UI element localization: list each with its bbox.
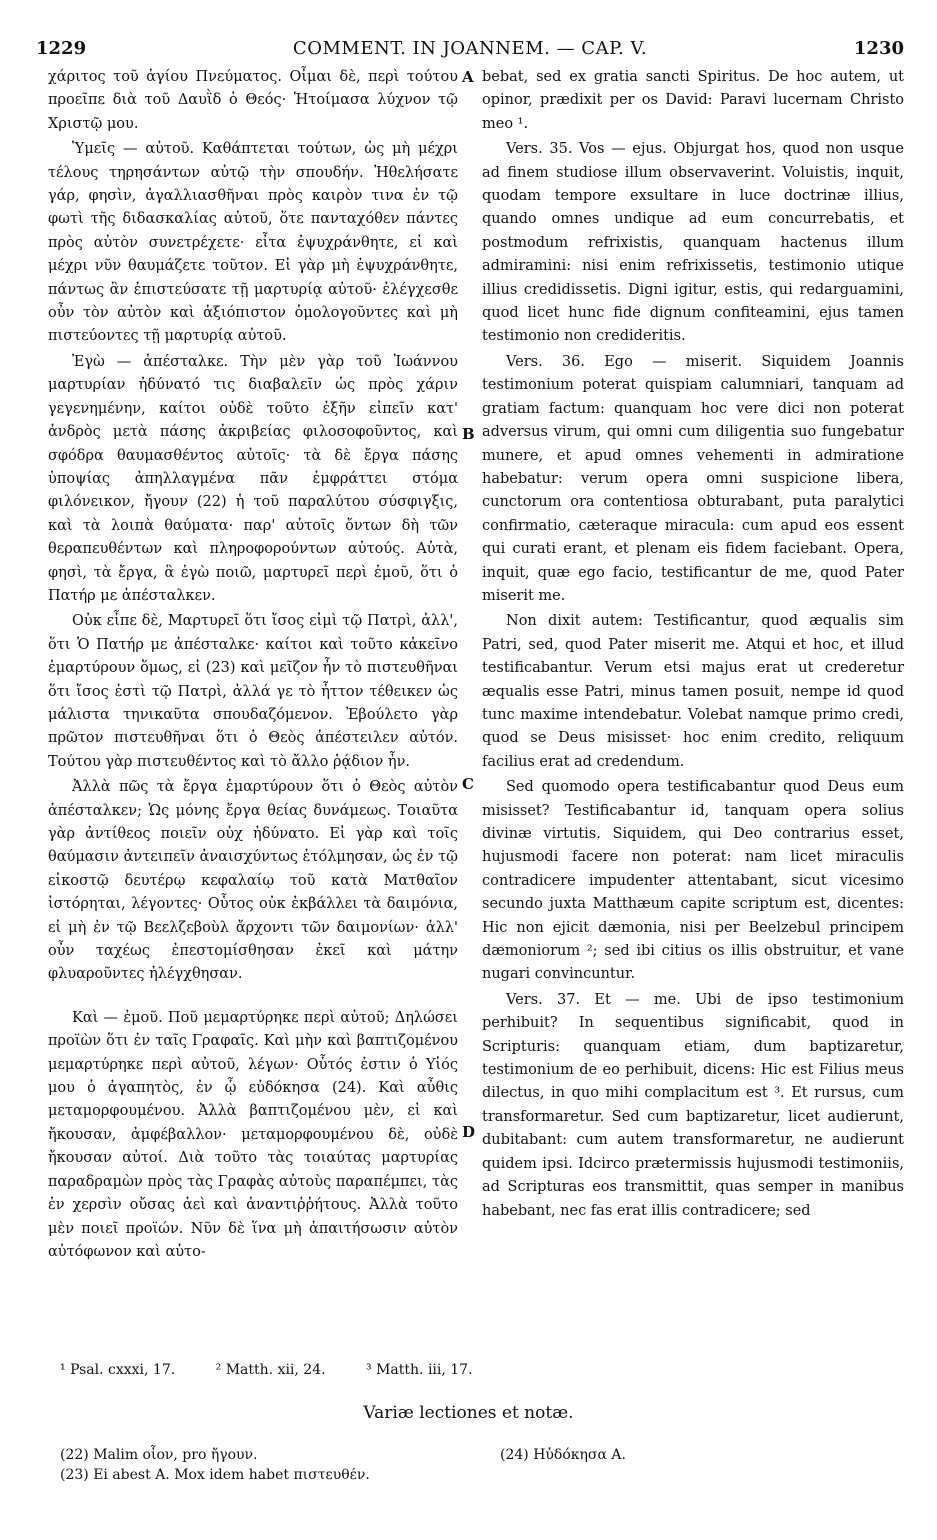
latin-paragraph: Vers. 36. Ego — miserit. Siquidem Joannis testimonium poterat quispiam calumniari, tanquam ad gratiam factum: quanquam hoc vere dici non poterat adversus virum, qui omni cum diligentia suo fungebatur munere, et apud omnes vehementi in admiratione habebatur: verum opera omni suspicione libera, cunctorum ora contentiosa obturabant, puta paralytici confirmatio, cæteraque miracula: cum apud eos essent qui curati erant, et plenam eis fidem faciebant. Opera, inquit, quæ ego facio, testificantur de me, quod Pater miserit me. <box>482 353 904 604</box>
margin-marker-b: B <box>462 425 475 443</box>
greek-paragraph: Οὐκ εἶπε δὲ, Μαρτυρεῖ ὅτι ἴσος εἰμὶ τῷ Πατρὶ, ἀλλ', ὅτι Ὁ Πατήρ με ἀπέσταλκε· καίτοι καὶ τοῦτο κἀκεῖνο ἐμαρτύρουν ὅμως, εἰ (23) καὶ μεῖζον ἦν τὸ πιστευθῆναι ὅτι ἴσος ἐστὶ τῷ Πατρὶ, ἀλλά γε τὸ ἧττον τέθεικεν ὡς μάλιστα τηνικαῦτα σπουδαζόμενον. Ἐβούλετο γὰρ πρῶτον πιστευθῆναι ὅτι ὁ Θεὸς ἀπέστειλεν αὐτόν. Τούτου γὰρ πιστευθέντος καὶ τὸ ἄλλο ῥᾴδιον ἦν. <box>48 613 458 770</box>
variae-heading: Variæ lectiones et notæ. <box>363 1403 574 1423</box>
footnote: ² Matth. xii, 24. <box>215 1362 326 1378</box>
latin-paragraph: Vers. 37. Et — me. Ubi de ipso testimonium perhibuit? In sequentibus significabit, quod in Scripturis: quanquam etiam, dum baptizaretur, testimonium de eo perhibuit, dicens: Hic est Filius meus dilectus, in quo mihi complacitum est ³. Et rursus, cum transformaretur. Sed cum baptizaretur, licet audierunt, dubitabant: cum autem transformaretur, ne audierunt quidem ipsi. Idcirco prætermissis hujusmodi testimoniis, ad Scripturas eos transmittit, quas semper in manibus habebant, nec fas erat illis contradicere; sed <box>482 991 904 1219</box>
latin-column <box>482 66 904 1223</box>
footnote: ¹ Psal. cxxxi, 17. <box>60 1362 176 1378</box>
margin-marker-a: A <box>462 68 474 86</box>
margin-marker-c: C <box>462 775 474 793</box>
variant-readings <box>60 1445 900 1485</box>
greek-paragraph: Ἀλλὰ πῶς τὰ ἔργα ἐμαρτύρουν ὅτι ὁ Θεὸς αὐτὸν ἀπέσταλκεν; Ὡς μόνης ἔργα θείας δυνάμεως. Τοιαῦτα γὰρ ἀντίθεος ποιεῖν οὐχ ἠδύνατο. Εἰ γὰρ καὶ τοῖς θαύμασιν ἀντειπεῖν ἀναισχύντως ἐτόλμησαν, ὡς ἐν τῷ εἰκοστῷ δευτέρῳ κεφαλαίῳ τοῦ κατὰ Ματθαῖον ἱστόρηται, λέγοντες· Οὗτος οὐκ ἐκβάλλει τὰ δαιμόνια, εἰ μὴ ἐν τῷ Βεελζεβοὺλ ἄρχοντι τῶν δαιμονίων· ἀλλ' οὖν ταχέως ἐπεστομίσθησαν ἐκεῖ καὶ μάτην φλυαροῦντες ἠλέγχθησαν. <box>48 779 458 983</box>
page-number-right: 1230 <box>853 38 904 59</box>
running-title: COMMENT. IN JOANNEM. — CAP. V. <box>292 38 648 59</box>
variant-note-24: (24) Ηὐδόκησα A. <box>500 1447 626 1463</box>
latin-paragraph: Sed quomodo opera testificabantur quod Deus eum misisset? Testificabantur id, tanquam opera solius divinæ virtutis. Siquidem, qui Deo contrarius esset, hujusmodi facere non poterat: nam licet miraculis contradicere impudenter attentabant, sicut vicesimo secundo juxta Matthæum capite scriptum est, dicentes: Hic non ejicit dæmonia, nisi per Beelzebul principem dæmoniorum ²; sed ibi citius os illis obstruitur, et vane nugari convincuntur. <box>482 779 904 983</box>
greek-paragraph: Καὶ — ἐμοῦ. Ποῦ μεμαρτύρηκε περὶ αὐτοῦ; Δηλώσει προϊὼν ὅτι ἐν ταῖς Γραφαῖς. Καὶ μὴν καὶ βαπτιζομένου μεμαρτύρηκε περὶ αὐτοῦ, λέγων· Οὗτός ἐστιν ὁ Υἱός μου ὁ ἀγαπητὸς, ἐν ᾧ εὐδόκησα (24). Καὶ αὖθις μεταμορφουμένου. Ἀλλὰ βαπτιζομένου μὲν, εἰ καὶ ἤκουσαν, ἀμφέβαλλον· μεταμορφουμένου δὲ, οὐδὲ ἤκουσαν αὐτοί. Διὰ τοῦτο τὰς τοιαύτας μαρτυρίας παραδραμὼν πρὸς τὰς Γραφὰς αὐτοὺς παραπέμπει, τὰς ἐν χερσὶν οὔσας ἀεὶ καὶ ἀναντιῤῥήτους. Ἀλλὰ τοῦτο μὲν ποιεῖ προϊών. Νῦν δὲ ἵνα μὴ ἀπαιτήσωσιν αὐτὸν αὐτόφωνον καὶ αὐτο- <box>48 1009 458 1260</box>
latin-paragraph: bebat, sed ex gratia sancti Spiritus. De hoc autem, ut opinor, prædixit per os David: Paravi lucernam Christo meo ¹. <box>482 69 904 132</box>
page-number-left: 1229 <box>36 38 87 59</box>
variant-note-22: (22) Malim οἷον, pro ἤγουν. <box>60 1447 258 1463</box>
greek-paragraph: Ἐγὼ — ἀπέσταλκε. Τὴν μὲν γὰρ τοῦ Ἰωάννου μαρτυρίαν ἠδύνατό τις διαβαλεῖν ὡς πρὸς χάριν γεγενημένην, καίτοι οὐδὲ τοῦτο ἐξῆν εἰπεῖν κατ' ἀνδρὸς μετὰ πάσης ἀκριβείας φιλοσοφοῦντος, καὶ σφόδρα θαυμασθέντος αὐτοῖς· τὰ δὲ ἔργα πάσης ὑποψίας ἀπηλλαγμένα πᾶν ἐμφράττει στόμα φιλόνεικον, ἤγουν (22) ἡ τοῦ παραλύτου σύσφιγξις, καὶ τὰ λοιπὰ θαύματα· παρ' αὐτοῖς ὄντων δὴ τῶν θεραπευθέντων καὶ πληροφορούντων αὐτούς. Αὐτὰ, φησὶ, τὰ ἔργα, ἃ ἐγὼ ποιῶ, μαρτυρεῖ περὶ ἐμοῦ, ὅτι ὁ Πατήρ με ἀπέσταλκεν. <box>48 353 458 604</box>
greek-column <box>48 66 458 1264</box>
footnote: ³ Matth. iii, 17. <box>366 1362 473 1378</box>
greek-paragraph: Ὑμεῖς — αὐτοῦ. Καθάπτεται τούτων, ὡς μὴ μέχρι τέλους τηρησάντων αὐτῷ τὴν σπουδήν. Ἠθελήσατε γάρ, φησὶν, ἀγαλλιασθῆναι πρὸς καιρὸν τινα ἐν τῷ φωτὶ τῆς διδασκαλίας αὐτοῦ, ὅτε πανταχόθεν πάντες πρὸς αὐτὸν συνετρέχετε· εἶτα ἐψυχράνθητε, εἰ καὶ μέχρι νῦν θαυμάζετε τοῦτον. Εἰ γὰρ μὴ ἐψυχράνθητε, πάντως ἂν ἐπιστεύσατε τῇ μαρτυρίᾳ αὐτοῦ· ἐλέγχεσθε οὖν τὸν αὐτὸν καὶ ἀξιόπιστον ὁμολογοῦντες καὶ μὴ πιστεύοντες τῇ μαρτυρίᾳ αὐτοῦ. <box>48 141 458 345</box>
greek-paragraph: χάριτος τοῦ ἁγίου Πνεύματος. Οἶμαι δὲ, περὶ τούτου προεῖπε διὰ τοῦ Δαυῒδ ὁ Θεός· Ἡτοίμασα λύχνον τῷ Χριστῷ μου. <box>48 69 458 132</box>
latin-paragraph: Vers. 35. Vos — ejus. Objurgat hos, quod non usque ad finem studiose illum observaverint. Voluistis, inquit, quodam tempore exsultare in luce doctrinæ illius, quando omnes undique ad eum concurrebatis, et postmodum refrixistis, quanquam hactenus illum admiramini: nisi enim refrixissetis, testimonio utique illius credidissetis. Digni igitur, estis, qui redarguamini, quod licet hunc fide dignum confiteamini, ejus tamen testimonio non credideritis. <box>482 141 904 345</box>
latin-paragraph: Non dixit autem: Testificantur, quod æqualis sim Patri, sed, quod Pater miserit me. Atqui et hoc, et illud testificabantur. Verum etsi majus erat ut crederetur æqualis esse Patri, minus tamen posuit, nempe id quod tunc maxime intendebatur. Volebat namque primo credi, quod se Deus misisset· hoc enim credito, reliquum facilius erat ad credendum. <box>482 613 904 770</box>
running-header <box>36 38 904 68</box>
margin-marker-d: D <box>462 1123 476 1141</box>
variant-note-23: (23) Ei abest A. Mox idem habet πιστευθέν. <box>60 1467 370 1483</box>
footnotes <box>60 1362 860 1378</box>
